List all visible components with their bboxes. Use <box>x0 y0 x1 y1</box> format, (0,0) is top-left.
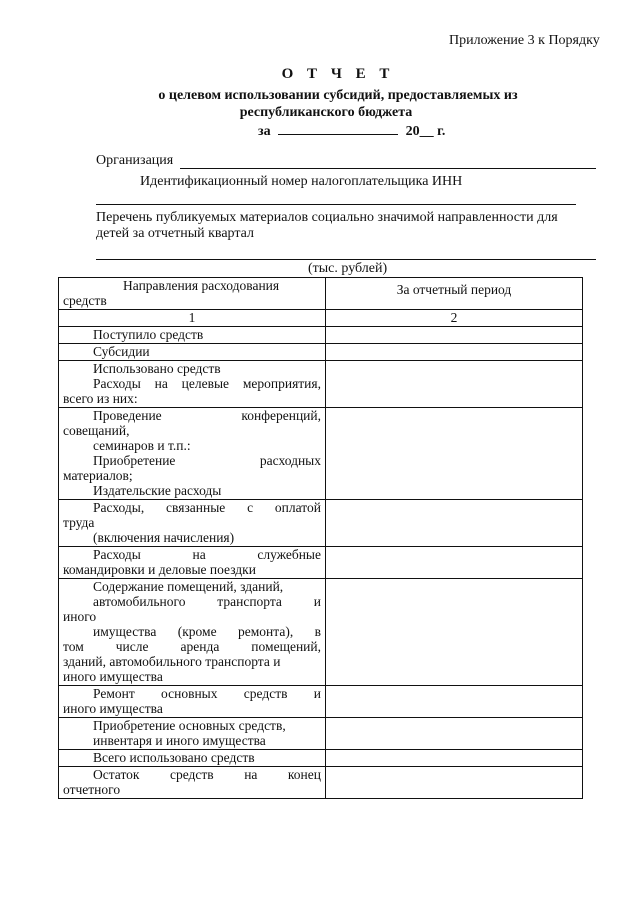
organization-label: Организация <box>96 153 174 168</box>
row-assets-label: Приобретение основных средств, <box>93 718 286 733</box>
report-subtitle-line1: о целевом использовании субсидий, предоставляемых из <box>158 88 518 103</box>
row-travel-label: Расходы на служебные <box>93 547 321 562</box>
row-subsidies-label: Субсидии <box>93 344 150 359</box>
row-publishing-label: Издательские расходы <box>93 483 222 498</box>
row-repair-value[interactable] <box>326 686 583 718</box>
period-prefix: за <box>258 124 271 139</box>
row-total-used-label: Всего использовано средств <box>93 750 255 765</box>
table-row: Расходы, связанные с оплатой труда (включения начисления) <box>59 500 583 547</box>
table-row: Остаток средств на конец отчетного <box>59 767 583 799</box>
row-total-used-value[interactable] <box>326 750 583 767</box>
organization-blank-line <box>180 168 596 169</box>
units-note: (тыс. рублей) <box>308 261 388 276</box>
column-number-1: 1 <box>59 310 326 327</box>
row-balance-value[interactable] <box>326 767 583 799</box>
materials-blank-line <box>96 259 596 260</box>
column-number-row <box>59 310 583 327</box>
row-subsidies-value[interactable] <box>326 344 583 361</box>
header-direction-cell: Направления расходования средств <box>59 278 326 310</box>
row-labor-value[interactable] <box>326 500 583 547</box>
materials-label-line1: Перечень публикуемых материалов социально значимой направленности для <box>96 210 558 225</box>
report-period <box>258 122 445 140</box>
table-header-row <box>59 278 583 310</box>
row-conferences-label: Проведение конференций, <box>93 408 321 423</box>
report-subtitle-line2: республиканского бюджета <box>239 105 413 120</box>
table-row <box>59 344 583 361</box>
row-travel-value[interactable] <box>326 547 583 579</box>
table-row <box>59 750 583 767</box>
row-labor-label: Расходы, связанные с оплатой <box>93 500 321 515</box>
table-row: Использовано средств Расходы на целевые мероприятия, всего из них: <box>59 361 583 408</box>
row-supplies-label: Приобретение расходных <box>93 453 321 468</box>
table-row: Ремонт основных средств и иного имущества <box>59 686 583 718</box>
row-maintenance-label: Содержание помещений, зданий, <box>93 579 284 594</box>
inn-blank-line <box>96 204 576 205</box>
table-row: Приобретение основных средств, инвентаря и иного имущества <box>59 718 583 750</box>
table-row: Проведение конференций, совещаний, семинаров и т.п.: Приобретение расходных материалов; Издательские расходы <box>59 408 583 500</box>
appendix-note: Приложение 3 к Порядку <box>449 33 600 48</box>
row-conferences-value[interactable] <box>326 408 583 500</box>
table-row: Содержание помещений, зданий, автомобильного транспорта и иного имущества (кроме ремонта), в том числе аренда помещений, зданий, автомобильного транспорта и иного имущества <box>59 579 583 686</box>
column-number-2: 2 <box>326 310 583 327</box>
period-blank <box>278 122 398 135</box>
row-maintenance-value[interactable] <box>326 579 583 686</box>
row-used-label: Использовано средств <box>93 361 221 376</box>
materials-label-line2: детей за отчетный квартал <box>96 226 254 241</box>
table-row: Расходы на служебные командировки и деловые поездки <box>59 547 583 579</box>
row-received-value[interactable] <box>326 327 583 344</box>
row-used-value[interactable] <box>326 361 583 408</box>
row-received-label: Поступило средств <box>93 327 204 342</box>
table-row <box>59 327 583 344</box>
row-balance-label: Остаток средств на конец <box>93 767 321 782</box>
report-title: О Т Ч Е Т <box>281 66 395 82</box>
inn-label: Идентификационный номер налогоплательщика ИНН <box>140 174 463 189</box>
header-period-cell: За отчетный период <box>326 278 583 310</box>
row-repair-label: Ремонт основных средств и <box>93 686 321 701</box>
report-table <box>58 277 572 857</box>
period-year: 20__ г. <box>405 124 446 139</box>
row-assets-value[interactable] <box>326 718 583 750</box>
